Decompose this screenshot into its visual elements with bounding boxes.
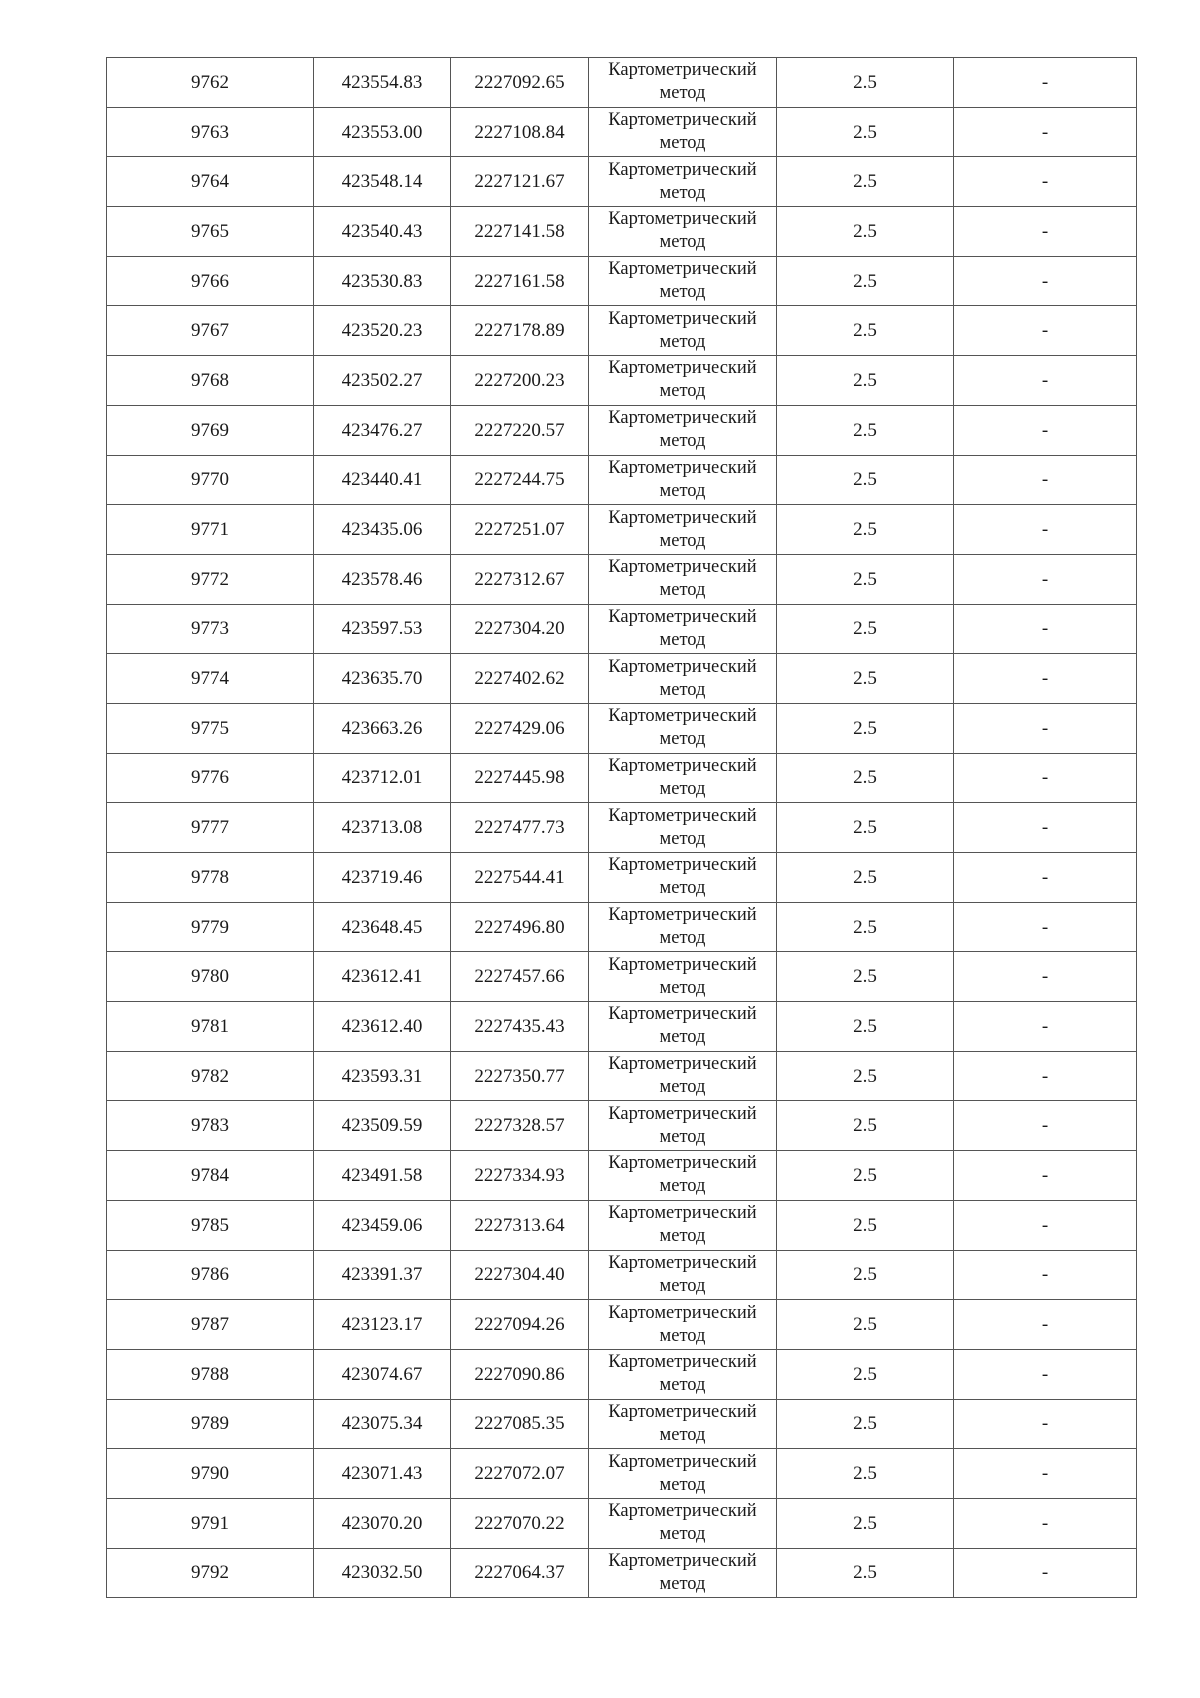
method-cell <box>589 803 777 853</box>
method-label-line1: Картометрический <box>608 60 757 81</box>
accuracy-cell: 2.5 <box>777 803 954 853</box>
x-coordinate-cell: 423612.40 <box>314 1002 451 1052</box>
point-number-cell: 9791 <box>107 1498 314 1548</box>
method-label-line1: Картометрический <box>608 905 757 926</box>
y-coordinate-cell: 2227070.22 <box>451 1498 589 1548</box>
method-cell <box>589 207 777 257</box>
point-number-cell: 9789 <box>107 1399 314 1449</box>
y-coordinate-cell: 2227085.35 <box>451 1399 589 1449</box>
method-label-line1: Картометрический <box>608 1501 757 1522</box>
x-coordinate-cell: 423435.06 <box>314 505 451 555</box>
note-cell: - <box>954 1449 1137 1499</box>
x-coordinate-cell: 423719.46 <box>314 853 451 903</box>
accuracy-cell: 2.5 <box>777 1349 954 1399</box>
y-coordinate-cell: 2227435.43 <box>451 1002 589 1052</box>
note-cell: - <box>954 1051 1137 1101</box>
point-number-cell: 9778 <box>107 853 314 903</box>
method-label-line1: Картометрический <box>608 1550 757 1571</box>
method-label-line1: Картометрический <box>608 1103 757 1124</box>
method-label-line2: метод <box>659 629 706 650</box>
table-row <box>107 803 1137 853</box>
table-row <box>107 753 1137 803</box>
note-cell: - <box>954 803 1137 853</box>
point-number-cell: 9764 <box>107 157 314 207</box>
point-number-cell: 9772 <box>107 554 314 604</box>
method-label-line2: метод <box>659 530 706 551</box>
method-cell <box>589 1300 777 1350</box>
x-coordinate-cell: 423663.26 <box>314 703 451 753</box>
y-coordinate-cell: 2227312.67 <box>451 554 589 604</box>
point-number-cell: 9787 <box>107 1300 314 1350</box>
note-cell: - <box>954 554 1137 604</box>
method-label-line2: метод <box>659 729 706 750</box>
coordinates-table <box>106 57 1137 1598</box>
y-coordinate-cell: 2227220.57 <box>451 405 589 455</box>
accuracy-cell: 2.5 <box>777 902 954 952</box>
table-row <box>107 58 1137 108</box>
point-number-cell: 9773 <box>107 604 314 654</box>
accuracy-cell: 2.5 <box>777 505 954 555</box>
method-label-line1: Картометрический <box>608 259 757 280</box>
method-label-line2: метод <box>659 83 706 104</box>
method-label-line1: Картометрический <box>608 606 757 627</box>
point-number-cell: 9775 <box>107 703 314 753</box>
x-coordinate-cell: 423548.14 <box>314 157 451 207</box>
accuracy-cell: 2.5 <box>777 1548 954 1598</box>
method-label-line1: Картометрический <box>608 1302 757 1323</box>
table-row <box>107 1151 1137 1201</box>
note-cell: - <box>954 1349 1137 1399</box>
method-label-line1: Картометрический <box>608 1401 757 1422</box>
table-row <box>107 505 1137 555</box>
point-number-cell: 9788 <box>107 1349 314 1399</box>
x-coordinate-cell: 423593.31 <box>314 1051 451 1101</box>
method-cell <box>589 1101 777 1151</box>
method-label-line1: Картометрический <box>608 507 757 528</box>
table-row <box>107 207 1137 257</box>
method-cell <box>589 853 777 903</box>
y-coordinate-cell: 2227304.20 <box>451 604 589 654</box>
x-coordinate-cell: 423612.41 <box>314 952 451 1002</box>
x-coordinate-cell: 423509.59 <box>314 1101 451 1151</box>
point-number-cell: 9776 <box>107 753 314 803</box>
y-coordinate-cell: 2227457.66 <box>451 952 589 1002</box>
method-label-line2: метод <box>659 580 706 601</box>
y-coordinate-cell: 2227304.40 <box>451 1250 589 1300</box>
point-number-cell: 9784 <box>107 1151 314 1201</box>
method-cell <box>589 1002 777 1052</box>
method-cell <box>589 703 777 753</box>
table-row <box>107 853 1137 903</box>
method-cell <box>589 1349 777 1399</box>
note-cell: - <box>954 306 1137 356</box>
x-coordinate-cell: 423597.53 <box>314 604 451 654</box>
table-row <box>107 703 1137 753</box>
x-coordinate-cell: 423502.27 <box>314 356 451 406</box>
method-label-line2: метод <box>659 381 706 402</box>
y-coordinate-cell: 2227141.58 <box>451 207 589 257</box>
note-cell: - <box>954 1200 1137 1250</box>
accuracy-cell: 2.5 <box>777 58 954 108</box>
note-cell: - <box>954 952 1137 1002</box>
table-row <box>107 1399 1137 1449</box>
y-coordinate-cell: 2227092.65 <box>451 58 589 108</box>
x-coordinate-cell: 423459.06 <box>314 1200 451 1250</box>
y-coordinate-cell: 2227251.07 <box>451 505 589 555</box>
note-cell: - <box>954 703 1137 753</box>
table-row <box>107 1250 1137 1300</box>
note-cell: - <box>954 853 1137 903</box>
accuracy-cell: 2.5 <box>777 1151 954 1201</box>
y-coordinate-cell: 2227094.26 <box>451 1300 589 1350</box>
method-cell <box>589 1200 777 1250</box>
accuracy-cell: 2.5 <box>777 405 954 455</box>
method-cell <box>589 356 777 406</box>
method-label-line2: метод <box>659 232 706 253</box>
method-label-line2: метод <box>659 1226 706 1247</box>
accuracy-cell: 2.5 <box>777 1101 954 1151</box>
note-cell: - <box>954 455 1137 505</box>
method-label-line2: метод <box>659 878 706 899</box>
method-label-line1: Картометрический <box>608 209 757 230</box>
point-number-cell: 9767 <box>107 306 314 356</box>
method-cell <box>589 753 777 803</box>
x-coordinate-cell: 423713.08 <box>314 803 451 853</box>
y-coordinate-cell: 2227334.93 <box>451 1151 589 1201</box>
accuracy-cell: 2.5 <box>777 1300 954 1350</box>
point-number-cell: 9786 <box>107 1250 314 1300</box>
accuracy-cell: 2.5 <box>777 256 954 306</box>
accuracy-cell: 2.5 <box>777 753 954 803</box>
table-row <box>107 405 1137 455</box>
accuracy-cell: 2.5 <box>777 107 954 157</box>
method-label-line2: метод <box>659 182 706 203</box>
y-coordinate-cell: 2227544.41 <box>451 853 589 903</box>
method-cell <box>589 1548 777 1598</box>
y-coordinate-cell: 2227402.62 <box>451 654 589 704</box>
x-coordinate-cell: 423553.00 <box>314 107 451 157</box>
method-label-line2: метод <box>659 480 706 501</box>
method-label-line1: Картометрический <box>608 557 757 578</box>
x-coordinate-cell: 423032.50 <box>314 1548 451 1598</box>
x-coordinate-cell: 423123.17 <box>314 1300 451 1350</box>
method-label-line2: метод <box>659 1325 706 1346</box>
method-label-line1: Картометрический <box>608 1252 757 1273</box>
method-label-line2: метод <box>659 282 706 303</box>
method-label-line2: метод <box>659 1573 706 1594</box>
method-label-line2: метод <box>659 1474 706 1495</box>
method-label-line2: метод <box>659 1424 706 1445</box>
note-cell: - <box>954 107 1137 157</box>
point-number-cell: 9782 <box>107 1051 314 1101</box>
method-label-line1: Картометрический <box>608 159 757 180</box>
accuracy-cell: 2.5 <box>777 604 954 654</box>
x-coordinate-cell: 423554.83 <box>314 58 451 108</box>
x-coordinate-cell: 423391.37 <box>314 1250 451 1300</box>
point-number-cell: 9774 <box>107 654 314 704</box>
method-label-line1: Картометрический <box>608 308 757 329</box>
method-label-line1: Картометрический <box>608 457 757 478</box>
y-coordinate-cell: 2227313.64 <box>451 1200 589 1250</box>
point-number-cell: 9766 <box>107 256 314 306</box>
method-label-line2: метод <box>659 828 706 849</box>
method-label-line1: Картометрический <box>608 656 757 677</box>
x-coordinate-cell: 423648.45 <box>314 902 451 952</box>
method-cell <box>589 58 777 108</box>
method-label-line2: метод <box>659 1077 706 1098</box>
y-coordinate-cell: 2227121.67 <box>451 157 589 207</box>
accuracy-cell: 2.5 <box>777 1399 954 1449</box>
y-coordinate-cell: 2227200.23 <box>451 356 589 406</box>
y-coordinate-cell: 2227244.75 <box>451 455 589 505</box>
note-cell: - <box>954 1101 1137 1151</box>
table-row <box>107 1002 1137 1052</box>
accuracy-cell: 2.5 <box>777 455 954 505</box>
point-number-cell: 9777 <box>107 803 314 853</box>
method-cell <box>589 1449 777 1499</box>
table-row <box>107 1498 1137 1548</box>
method-cell <box>589 1399 777 1449</box>
method-label-line2: метод <box>659 1126 706 1147</box>
note-cell: - <box>954 58 1137 108</box>
method-label-line2: метод <box>659 1275 706 1296</box>
method-cell <box>589 107 777 157</box>
y-coordinate-cell: 2227064.37 <box>451 1548 589 1598</box>
method-label-line1: Картометрический <box>608 706 757 727</box>
coordinates-table-body <box>107 58 1137 1598</box>
method-cell <box>589 554 777 604</box>
point-number-cell: 9762 <box>107 58 314 108</box>
method-cell <box>589 604 777 654</box>
accuracy-cell: 2.5 <box>777 654 954 704</box>
method-label-line1: Картометрический <box>608 110 757 131</box>
point-number-cell: 9771 <box>107 505 314 555</box>
y-coordinate-cell: 2227090.86 <box>451 1349 589 1399</box>
note-cell: - <box>954 1399 1137 1449</box>
method-label-line1: Картометрический <box>608 805 757 826</box>
table-row <box>107 554 1137 604</box>
x-coordinate-cell: 423075.34 <box>314 1399 451 1449</box>
table-row <box>107 654 1137 704</box>
method-cell <box>589 1498 777 1548</box>
x-coordinate-cell: 423440.41 <box>314 455 451 505</box>
method-cell <box>589 505 777 555</box>
table-row <box>107 455 1137 505</box>
y-coordinate-cell: 2227496.80 <box>451 902 589 952</box>
note-cell: - <box>954 157 1137 207</box>
method-label-line1: Картометрический <box>608 1451 757 1472</box>
note-cell: - <box>954 604 1137 654</box>
method-cell <box>589 1051 777 1101</box>
table-row <box>107 1101 1137 1151</box>
method-label-line1: Картометрический <box>608 1004 757 1025</box>
x-coordinate-cell: 423712.01 <box>314 753 451 803</box>
table-row <box>107 256 1137 306</box>
accuracy-cell: 2.5 <box>777 703 954 753</box>
table-row <box>107 107 1137 157</box>
table-row <box>107 902 1137 952</box>
note-cell: - <box>954 1548 1137 1598</box>
method-label-line2: метод <box>659 431 706 452</box>
point-number-cell: 9780 <box>107 952 314 1002</box>
method-label-line1: Картометрический <box>608 408 757 429</box>
method-cell <box>589 1250 777 1300</box>
accuracy-cell: 2.5 <box>777 1498 954 1548</box>
table-row <box>107 1051 1137 1101</box>
x-coordinate-cell: 423071.43 <box>314 1449 451 1499</box>
y-coordinate-cell: 2227477.73 <box>451 803 589 853</box>
table-row <box>107 1200 1137 1250</box>
accuracy-cell: 2.5 <box>777 306 954 356</box>
method-cell <box>589 952 777 1002</box>
y-coordinate-cell: 2227445.98 <box>451 753 589 803</box>
note-cell: - <box>954 753 1137 803</box>
accuracy-cell: 2.5 <box>777 207 954 257</box>
method-label-line2: метод <box>659 1524 706 1545</box>
x-coordinate-cell: 423070.20 <box>314 1498 451 1548</box>
table-row <box>107 157 1137 207</box>
accuracy-cell: 2.5 <box>777 1002 954 1052</box>
method-label-line2: метод <box>659 928 706 949</box>
method-label-line2: метод <box>659 331 706 352</box>
method-label-line1: Картометрический <box>608 1054 757 1075</box>
x-coordinate-cell: 423074.67 <box>314 1349 451 1399</box>
method-label-line2: метод <box>659 1027 706 1048</box>
y-coordinate-cell: 2227350.77 <box>451 1051 589 1101</box>
method-label-line1: Картометрический <box>608 954 757 975</box>
table-row <box>107 604 1137 654</box>
method-label-line2: метод <box>659 1375 706 1396</box>
note-cell: - <box>954 256 1137 306</box>
point-number-cell: 9768 <box>107 356 314 406</box>
point-number-cell: 9783 <box>107 1101 314 1151</box>
point-number-cell: 9781 <box>107 1002 314 1052</box>
point-number-cell: 9785 <box>107 1200 314 1250</box>
note-cell: - <box>954 902 1137 952</box>
method-label-line2: метод <box>659 133 706 154</box>
note-cell: - <box>954 356 1137 406</box>
accuracy-cell: 2.5 <box>777 157 954 207</box>
y-coordinate-cell: 2227108.84 <box>451 107 589 157</box>
accuracy-cell: 2.5 <box>777 952 954 1002</box>
point-number-cell: 9790 <box>107 1449 314 1499</box>
table-row <box>107 1449 1137 1499</box>
method-label-line1: Картометрический <box>608 855 757 876</box>
accuracy-cell: 2.5 <box>777 554 954 604</box>
method-cell <box>589 654 777 704</box>
x-coordinate-cell: 423520.23 <box>314 306 451 356</box>
x-coordinate-cell: 423635.70 <box>314 654 451 704</box>
y-coordinate-cell: 2227429.06 <box>451 703 589 753</box>
method-label-line2: метод <box>659 977 706 998</box>
method-label-line2: метод <box>659 778 706 799</box>
y-coordinate-cell: 2227328.57 <box>451 1101 589 1151</box>
note-cell: - <box>954 1151 1137 1201</box>
table-row <box>107 1300 1137 1350</box>
method-label-line1: Картометрический <box>608 1352 757 1373</box>
method-label-line1: Картометрический <box>608 755 757 776</box>
accuracy-cell: 2.5 <box>777 1051 954 1101</box>
method-cell <box>589 157 777 207</box>
note-cell: - <box>954 1002 1137 1052</box>
method-label-line2: метод <box>659 679 706 700</box>
method-cell <box>589 902 777 952</box>
point-number-cell: 9769 <box>107 405 314 455</box>
method-cell <box>589 405 777 455</box>
method-cell <box>589 455 777 505</box>
method-label-line1: Картометрический <box>608 1203 757 1224</box>
y-coordinate-cell: 2227178.89 <box>451 306 589 356</box>
accuracy-cell: 2.5 <box>777 356 954 406</box>
method-label-line2: метод <box>659 1176 706 1197</box>
x-coordinate-cell: 423578.46 <box>314 554 451 604</box>
accuracy-cell: 2.5 <box>777 1200 954 1250</box>
note-cell: - <box>954 207 1137 257</box>
note-cell: - <box>954 405 1137 455</box>
y-coordinate-cell: 2227161.58 <box>451 256 589 306</box>
method-label-line1: Картометрический <box>608 358 757 379</box>
x-coordinate-cell: 423476.27 <box>314 405 451 455</box>
note-cell: - <box>954 1250 1137 1300</box>
x-coordinate-cell: 423491.58 <box>314 1151 451 1201</box>
accuracy-cell: 2.5 <box>777 1449 954 1499</box>
table-row <box>107 952 1137 1002</box>
accuracy-cell: 2.5 <box>777 1250 954 1300</box>
table-row <box>107 1548 1137 1598</box>
y-coordinate-cell: 2227072.07 <box>451 1449 589 1499</box>
note-cell: - <box>954 505 1137 555</box>
table-row <box>107 1349 1137 1399</box>
table-row <box>107 306 1137 356</box>
point-number-cell: 9779 <box>107 902 314 952</box>
note-cell: - <box>954 1300 1137 1350</box>
point-number-cell: 9765 <box>107 207 314 257</box>
accuracy-cell: 2.5 <box>777 853 954 903</box>
note-cell: - <box>954 1498 1137 1548</box>
x-coordinate-cell: 423530.83 <box>314 256 451 306</box>
point-number-cell: 9770 <box>107 455 314 505</box>
method-cell <box>589 256 777 306</box>
point-number-cell: 9792 <box>107 1548 314 1598</box>
method-cell <box>589 1151 777 1201</box>
note-cell: - <box>954 654 1137 704</box>
x-coordinate-cell: 423540.43 <box>314 207 451 257</box>
table-row <box>107 356 1137 406</box>
method-label-line1: Картометрический <box>608 1153 757 1174</box>
point-number-cell: 9763 <box>107 107 314 157</box>
method-cell <box>589 306 777 356</box>
